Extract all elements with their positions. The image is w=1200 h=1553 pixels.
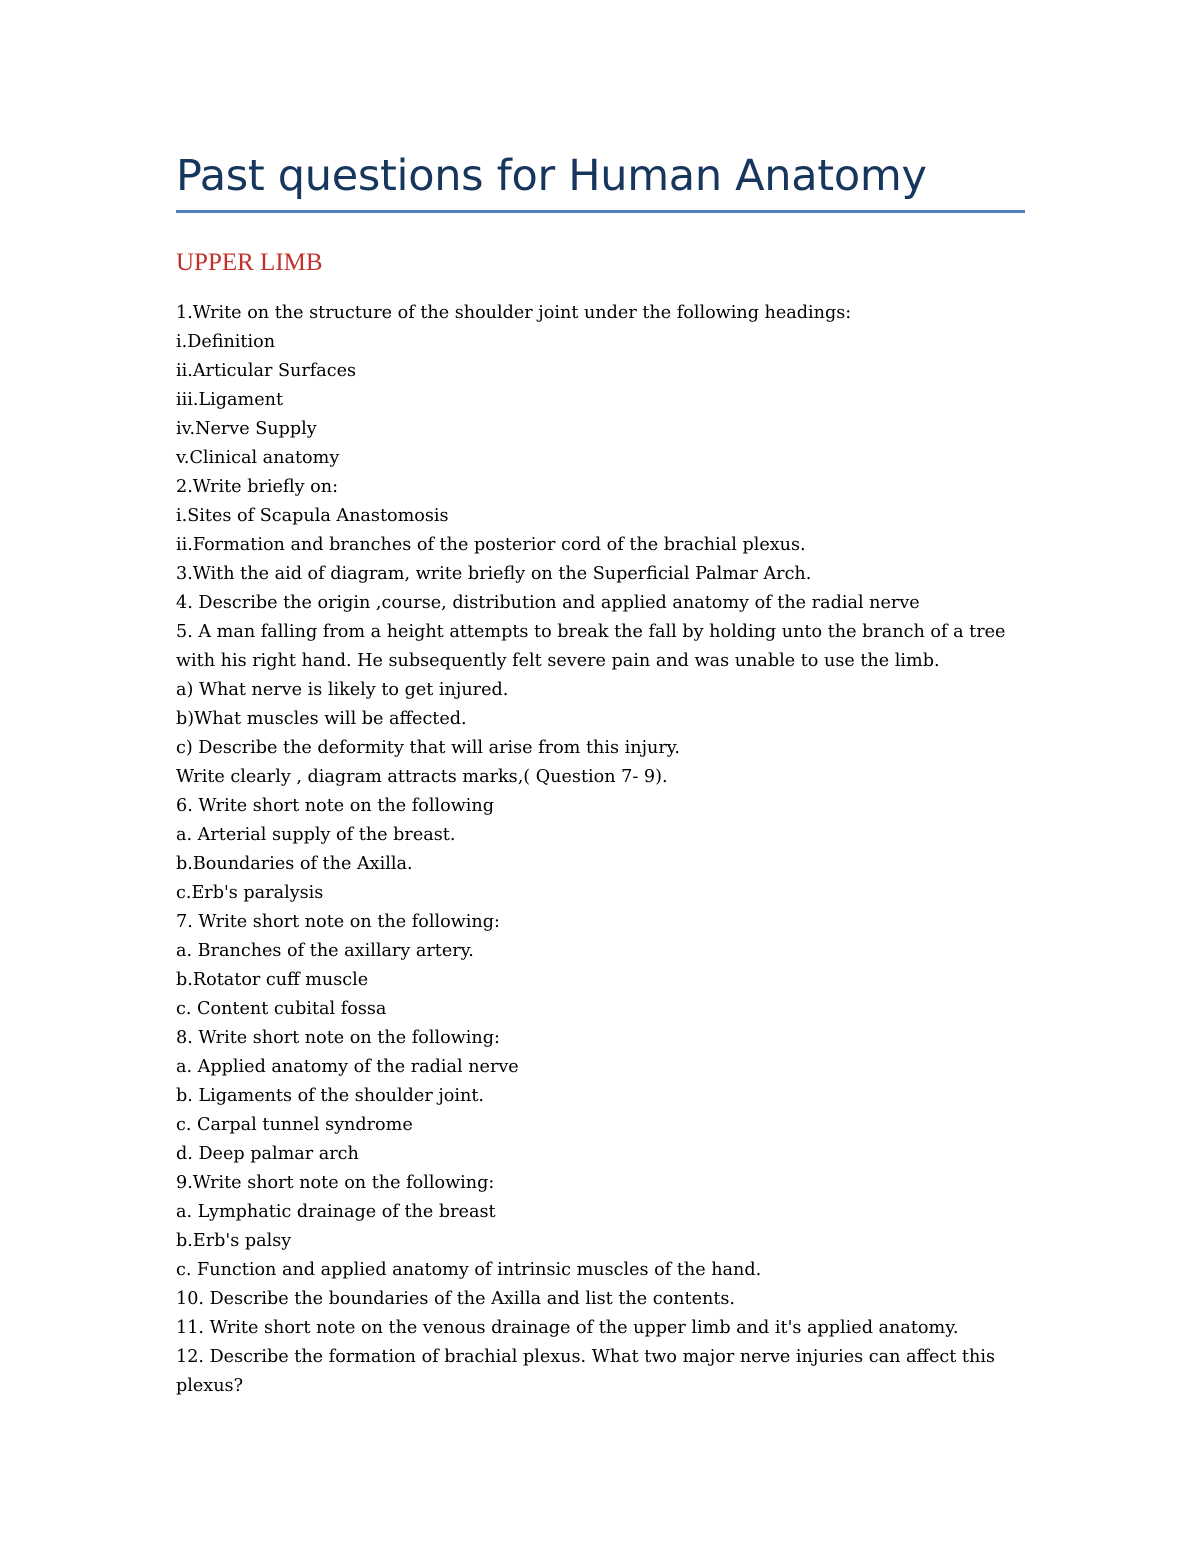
question-line: a. Lymphatic drainage of the breast: [176, 1202, 496, 1222]
question-line: a) What nerve is likely to get injured.: [176, 680, 509, 700]
question-line: c. Carpal tunnel syndrome: [176, 1115, 413, 1135]
question-line: 11. Write short note on the venous drainage of the upper limb and it's applied anatomy.: [176, 1318, 959, 1338]
question-line: c) Describe the deformity that will arise from this injury.: [176, 738, 680, 758]
question-line: b.Erb's palsy: [176, 1231, 292, 1251]
question-line: a. Branches of the axillary artery.: [176, 941, 474, 961]
section-heading-upper-limb: UPPER LIMB: [176, 249, 323, 276]
question-line: iii.Ligament: [176, 390, 284, 410]
question-line: Write clearly , diagram attracts marks,( Question 7- 9).: [176, 767, 668, 787]
question-line: c. Function and applied anatomy of intrinsic muscles of the hand.: [176, 1260, 762, 1280]
question-line: a. Arterial supply of the breast.: [176, 825, 456, 845]
question-line: 8. Write short note on the following:: [176, 1028, 500, 1048]
question-line: 3.With the aid of diagram, write briefly on the Superficial Palmar Arch.: [176, 564, 812, 584]
question-line: 7. Write short note on the following:: [176, 912, 500, 932]
title-underline-divider: [176, 210, 1025, 213]
question-line: 4. Describe the origin ,course, distribution and applied anatomy of the radial nerve: [176, 593, 920, 613]
question-line: i.Definition: [176, 332, 276, 352]
question-line: 2.Write briefly on:: [176, 477, 339, 497]
question-line: 1.Write on the structure of the shoulder joint under the following headings:: [176, 303, 852, 323]
question-line: a. Applied anatomy of the radial nerve: [176, 1057, 519, 1077]
question-line: ii.Formation and branches of the posterior cord of the brachial plexus.: [176, 535, 806, 555]
question-line: 10. Describe the boundaries of the Axilla and list the contents.: [176, 1289, 736, 1309]
question-line: iv.Nerve Supply: [176, 419, 317, 439]
question-line: b.Boundaries of the Axilla.: [176, 854, 413, 874]
question-line: d. Deep palmar arch: [176, 1144, 359, 1164]
question-line: ii.Articular Surfaces: [176, 361, 357, 381]
question-list: [176, 299, 1036, 1401]
question-line: v.Clinical anatomy: [176, 448, 340, 468]
page-title: Past questions for Human Anatomy: [176, 151, 927, 201]
question-line: b)What muscles will be affected.: [176, 709, 467, 729]
question-line: 5. A man falling from a height attempts to break the fall by holding unto the branch of a tree with his right hand. He subsequently felt severe pain and was unable to use the limb.: [176, 622, 1006, 671]
question-line: 12. Describe the formation of brachial plexus. What two major nerve injuries can affect this plexus?: [176, 1347, 995, 1396]
question-line: 6. Write short note on the following: [176, 796, 494, 816]
question-line: c. Content cubital fossa: [176, 999, 387, 1019]
question-line: b. Ligaments of the shoulder joint.: [176, 1086, 484, 1106]
question-line: 9.Write short note on the following:: [176, 1173, 495, 1193]
question-line: c.Erb's paralysis: [176, 883, 324, 903]
question-line: i.Sites of Scapula Anastomosis: [176, 506, 449, 526]
question-line: b.Rotator cuff muscle: [176, 970, 369, 990]
